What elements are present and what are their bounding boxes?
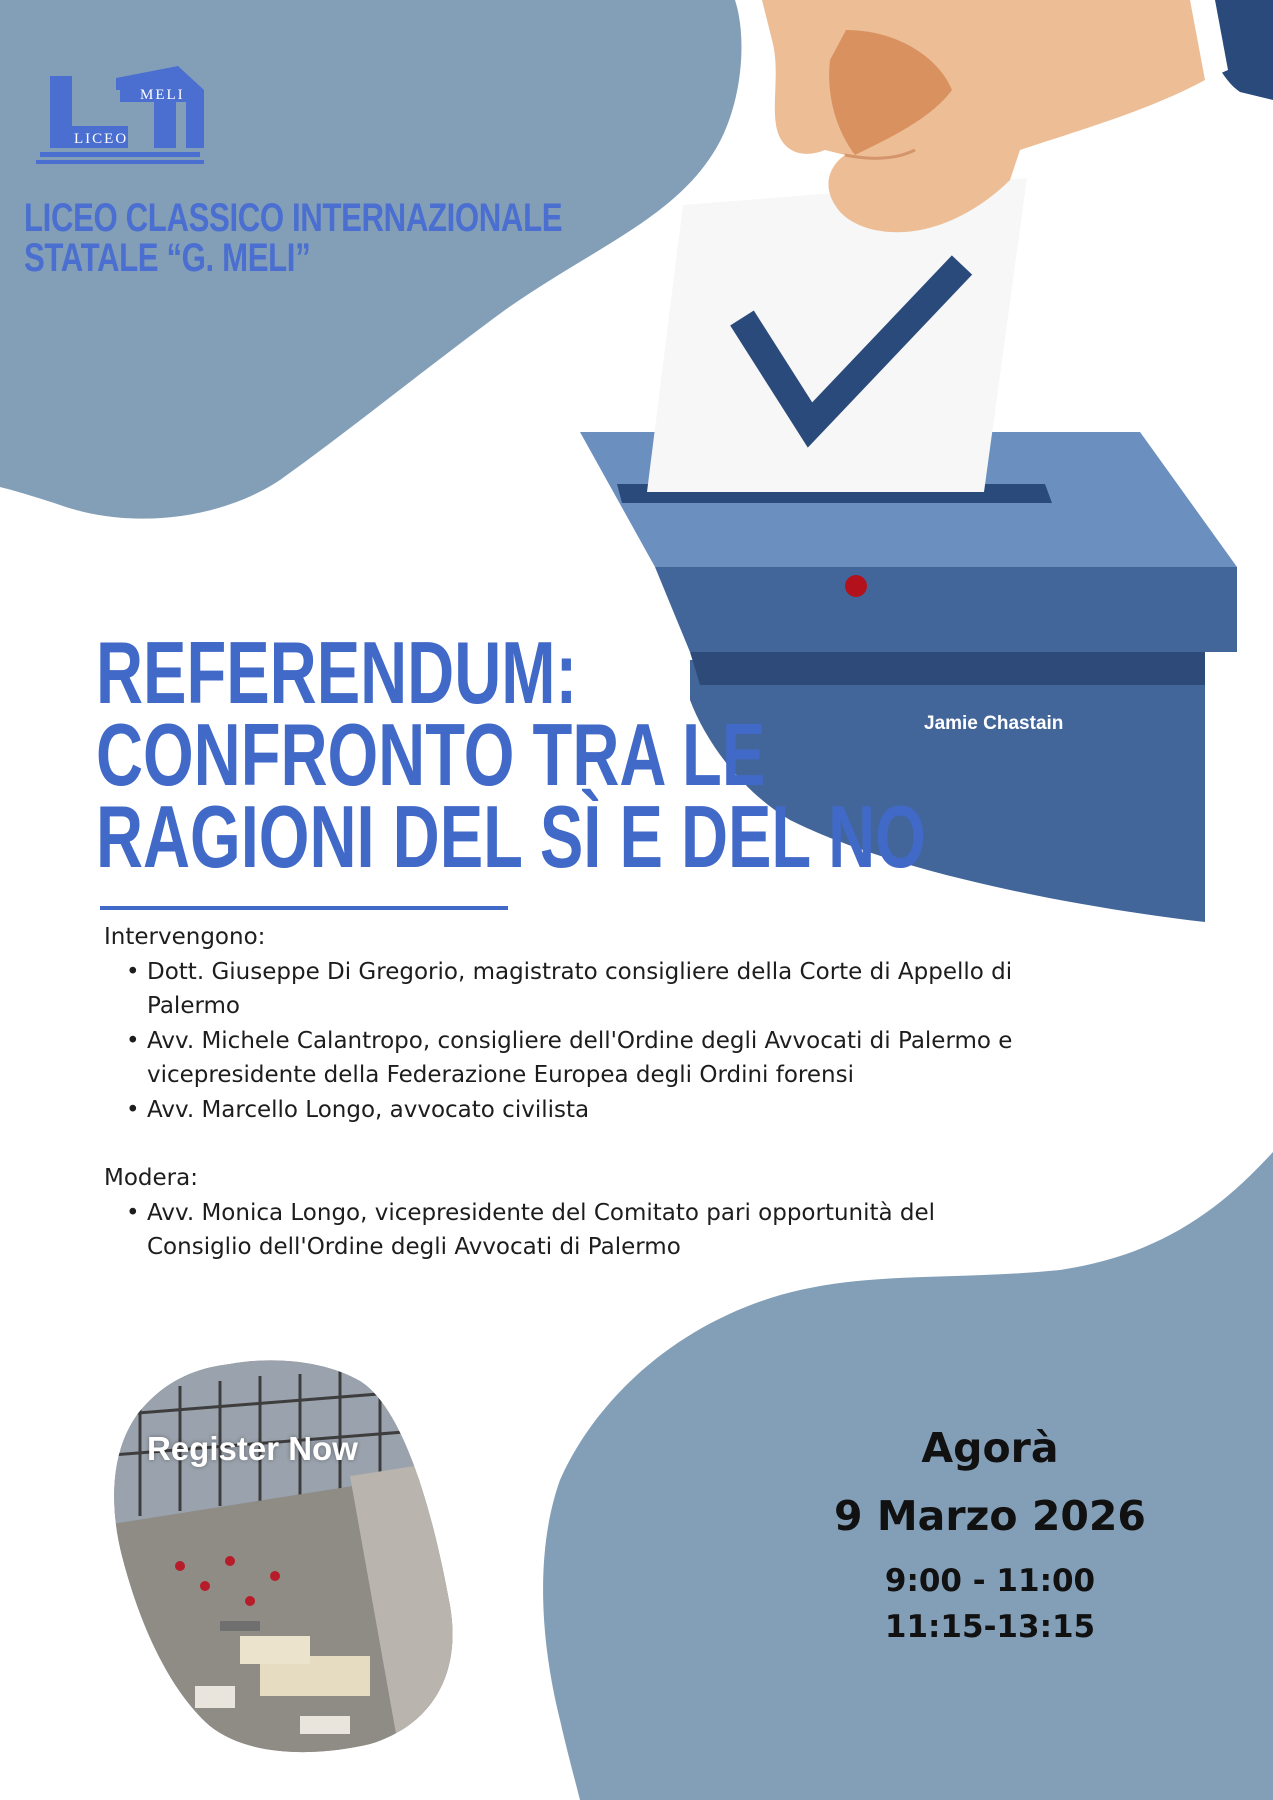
title-divider: [100, 906, 508, 910]
register-now-button[interactable]: Register Now: [147, 1430, 358, 1467]
school-name-line2: STATALE “G. MELI”: [24, 236, 311, 280]
event-details-text: [104, 920, 1024, 1299]
event-date: 9 Marzo 2026: [834, 1492, 1146, 1540]
speakers-label: Intervengono:: [104, 924, 266, 950]
event-title-line1: REFERENDUM:: [96, 623, 578, 722]
time-slot-1: 9:00 - 11:00: [884, 1563, 1096, 1599]
school-name: [24, 196, 563, 280]
list-item: • Avv. Monica Longo, vicepresidente del Comitato pari opportunità del Consiglio dell'Ordine degli Avvocati di Palermo: [104, 1196, 1024, 1265]
venue-photo: [100, 1356, 480, 1756]
school-name-line1: LICEO CLASSICO INTERNAZIONALE: [24, 196, 563, 240]
school-logo: [36, 66, 220, 176]
moderator-list: [104, 1196, 1024, 1265]
event-title: [96, 623, 926, 886]
venue-name: Agorà: [921, 1424, 1059, 1472]
event-title-line2: CONFRONTO TRA LE: [96, 705, 766, 804]
ballot-paper: [647, 178, 1027, 492]
event-title-line3: RAGIONI DEL SÌ E DEL NO: [96, 787, 926, 886]
time-slot-2: 11:15-13:15: [884, 1609, 1096, 1645]
svg-text:LICEO: LICEO: [74, 131, 129, 147]
list-item: • Dott. Giuseppe Di Gregorio, magistrato consigliere della Corte di Appello di Palermo: [104, 955, 1024, 1024]
moderator-label: Modera:: [104, 1165, 198, 1191]
illustration-credit: Jamie Chastain: [924, 713, 1064, 734]
speakers-list: [104, 955, 1024, 1128]
list-item: • Avv. Michele Calantropo, consigliere dell'Ordine degli Avvocati di Palermo e vicepresidente della Federazione Europea degli Ordini forensi: [104, 1024, 1024, 1093]
svg-text:MELI: MELI: [140, 87, 185, 103]
list-item: • Avv. Marcello Longo, avvocato civilista: [104, 1093, 1024, 1128]
event-schedule: [820, 1420, 1160, 1650]
